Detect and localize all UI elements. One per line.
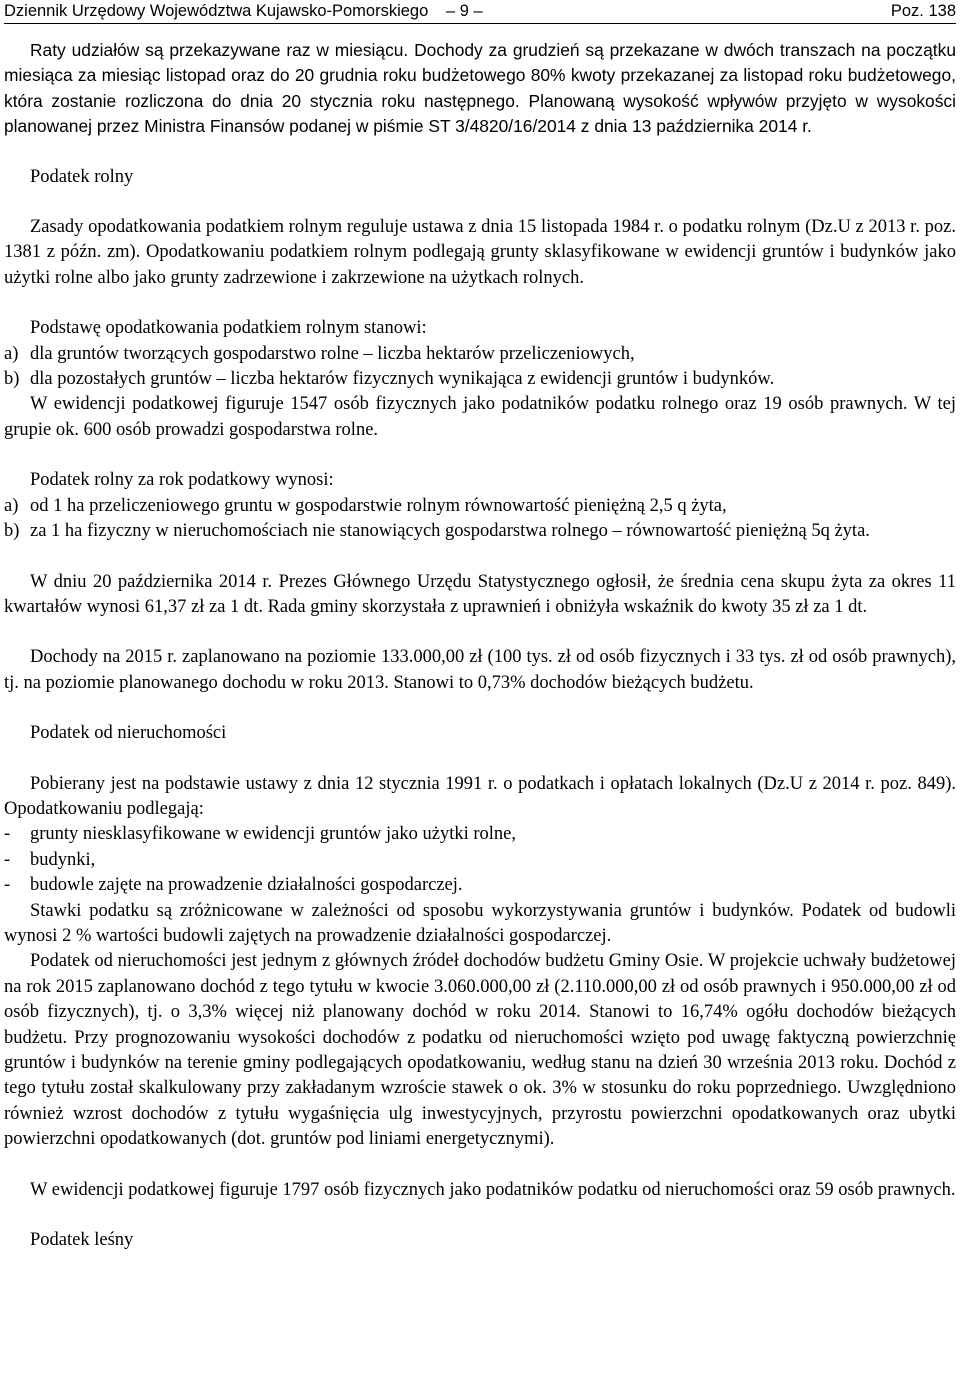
list-item <box>4 519 956 544</box>
journal-title: Dziennik Urzędowy Województwa Kujawsko-Pomorskiego <box>4 2 429 20</box>
paragraph-nieruchomosci-dochod: Podatek od nieruchomości jest jednym z głównych źródeł dochodów budżetu Gminy Osie. W projekcie uchwały budżetowej na rok 2015 zaplanowano dochód z tego tytułu w kwocie 3.060.000,00 zł (2.110.000,00 zł od osób prawnych i 950.000,00 zł od osób fizycznych), tj. o 3,3% więcej niż planowany dochód w roku 2014. Stanowi to 16,74% ogółu dochodów bieżących budżetu. Przy prognozowaniu wysokości dochodów z podatku od nieruchomości wzięto pod uwagę faktyczną powierzchnię gruntów i budynków na terenie gminy podlegających opodatkowaniu, według stanu na dzień 30 września 2013 roku. Dochód z tego tytułu został skalkulowany przy zakładanym wzroście stawek o ok. 3% w stosunku do roku poprzedniego. Uwzględniono również wzrost dochodów z tytułu wygaśnięcia ulg inwestycyjnych, przyrostu powierzchni opodatkowanych oraz ubytki powierzchni opodatkowanych (dot. gruntów pod liniami energetycznymi). <box>4 951 956 1150</box>
paragraph-rolny-podstawa: Podstawę opodatkowania podatkiem rolnym stanowi: <box>30 318 427 339</box>
list-item <box>4 342 956 367</box>
list-item <box>4 848 956 873</box>
page-header <box>4 0 956 24</box>
list-marker: - <box>4 824 11 845</box>
list-text: od 1 ha przeliczeniowego gruntu w gospodarstwie rolnym równowartość pieniężną 2,5 q żyta, <box>30 495 727 516</box>
paragraph-rolny-cena: W dniu 20 października 2014 r. Prezes Głównego Urzędu Statystycznego ogłosił, że średnia cena skupu żyta za okres 11 kwartałów wynosi 61,37 zł za 1 dt. Rada gminy skorzystała z uprawnień i obniżyła wskaźnik do kwoty 35 zł za 1 dt. <box>4 571 956 617</box>
list-marker: - <box>4 875 11 896</box>
document-body <box>4 38 956 1253</box>
paragraph-raty <box>4 38 956 140</box>
paragraph-rolny-ewidencja: W ewidencji podatkowej figuruje 1547 osób fizycznych jako podatników podatku rolnego oraz 19 osób prawnych. W tej grupie ok. 600 osób prowadzi gospodarstwa rolne. <box>4 394 956 440</box>
list-text: budowle zajęte na prowadzenie działalności gospodarczej. <box>30 875 463 896</box>
paragraph-nieruchomosci-podstawa: Pobierany jest na podstawie ustawy z dnia 12 stycznia 1991 r. o podatkach i opłatach lokalnych (Dz.U z 2014 r. poz. 849). Opodatkowaniu podlegają: <box>4 773 956 819</box>
page-number: – 9 – <box>446 2 483 20</box>
list-text: grunty niesklasyfikowane w ewidencji gruntów jako użytki rolne, <box>30 824 517 845</box>
list-marker: b) <box>4 369 20 390</box>
list-item <box>4 822 956 847</box>
paragraph-nieruchomosci-stawki: Stawki podatku są zróżnicowane w zależności od sposobu wykorzystywania gruntów i budynków. Podatek od budowli wynosi 2 % wartości budowli zajętych na prowadzenie działalności gospodarczej. <box>4 900 956 946</box>
list-item <box>4 873 956 898</box>
list-item <box>4 494 956 519</box>
list-text: za 1 ha fizyczny w nieruchomościach nie stanowiących gospodarstwa rolnego – równowartość pieniężną 5q żyta. <box>30 521 870 542</box>
section-heading-lesny: Podatek leśny <box>30 1230 134 1251</box>
paragraph-raty-a: Raty udziałów są przekazywane raz w miesiącu. Dochody za grudzień są przekazane w dwóch transzach na początku miesiąca za miesiąc listopad oraz do 20 grudnia roku budżetowego 80% kwoty przekazanej za listopad roku budżetowego, która zostanie rozliczona do dnia 20 stycznia roku następnego. <box>4 40 956 111</box>
list-text: budynki, <box>30 849 96 870</box>
section-heading-rolny: Podatek rolny <box>30 166 134 187</box>
list-item <box>4 367 956 392</box>
paragraph-nieruchomosci-ewidencja: W ewidencji podatkowej figuruje 1797 osób fizycznych jako podatników podatku od nieruchomości oraz 59 osób prawnych. <box>30 1179 956 1200</box>
paragraph-raty-b: Planowaną wysokość wpływów przyjęto w wysokości planowanej przez Ministra Finansów podanej w piśmie ST 3/4820/16/2014 z dnia 13 października 2014 r. <box>4 90 956 137</box>
list-marker: - <box>4 849 11 870</box>
list-marker: a) <box>4 343 19 364</box>
section-heading-nieruchomosci: Podatek od nieruchomości <box>30 723 227 744</box>
list-text: dla pozostałych gruntów – liczba hektarów fizycznych wynikająca z ewidencji gruntów i budynków. <box>30 369 775 390</box>
position-number: Poz. 138 <box>890 2 956 20</box>
paragraph-rolny-zasady: Zasady opodatkowania podatkiem rolnym reguluje ustawa z dnia 15 listopada 1984 r. o podatku rolnym (Dz.U z 2013 r. poz. 1381 z późn. zm). Opodatkowaniu podatkiem rolnym podlegają grunty sklasyfikowane w ewidencji gruntów i budynków jako użytki rolne albo jako grunty zadrzewione i zakrzewione na użytkach rolnych. <box>4 217 956 288</box>
list-marker: a) <box>4 495 19 516</box>
list-text: dla gruntów tworzących gospodarstwo rolne – liczba hektarów przeliczeniowych, <box>30 343 635 364</box>
paragraph-rolny-wynosi: Podatek rolny za rok podatkowy wynosi: <box>30 470 334 491</box>
paragraph-rolny-dochody: Dochody na 2015 r. zaplanowano na poziomie 133.000,00 zł (100 tys. zł od osób fizycznych i 33 tys. zł od osób prawnych), tj. na poziomie planowanego dochodu w roku 2013. Stanowi to 0,73% dochodów bieżących budżetu. <box>4 647 956 693</box>
list-marker: b) <box>4 521 20 542</box>
